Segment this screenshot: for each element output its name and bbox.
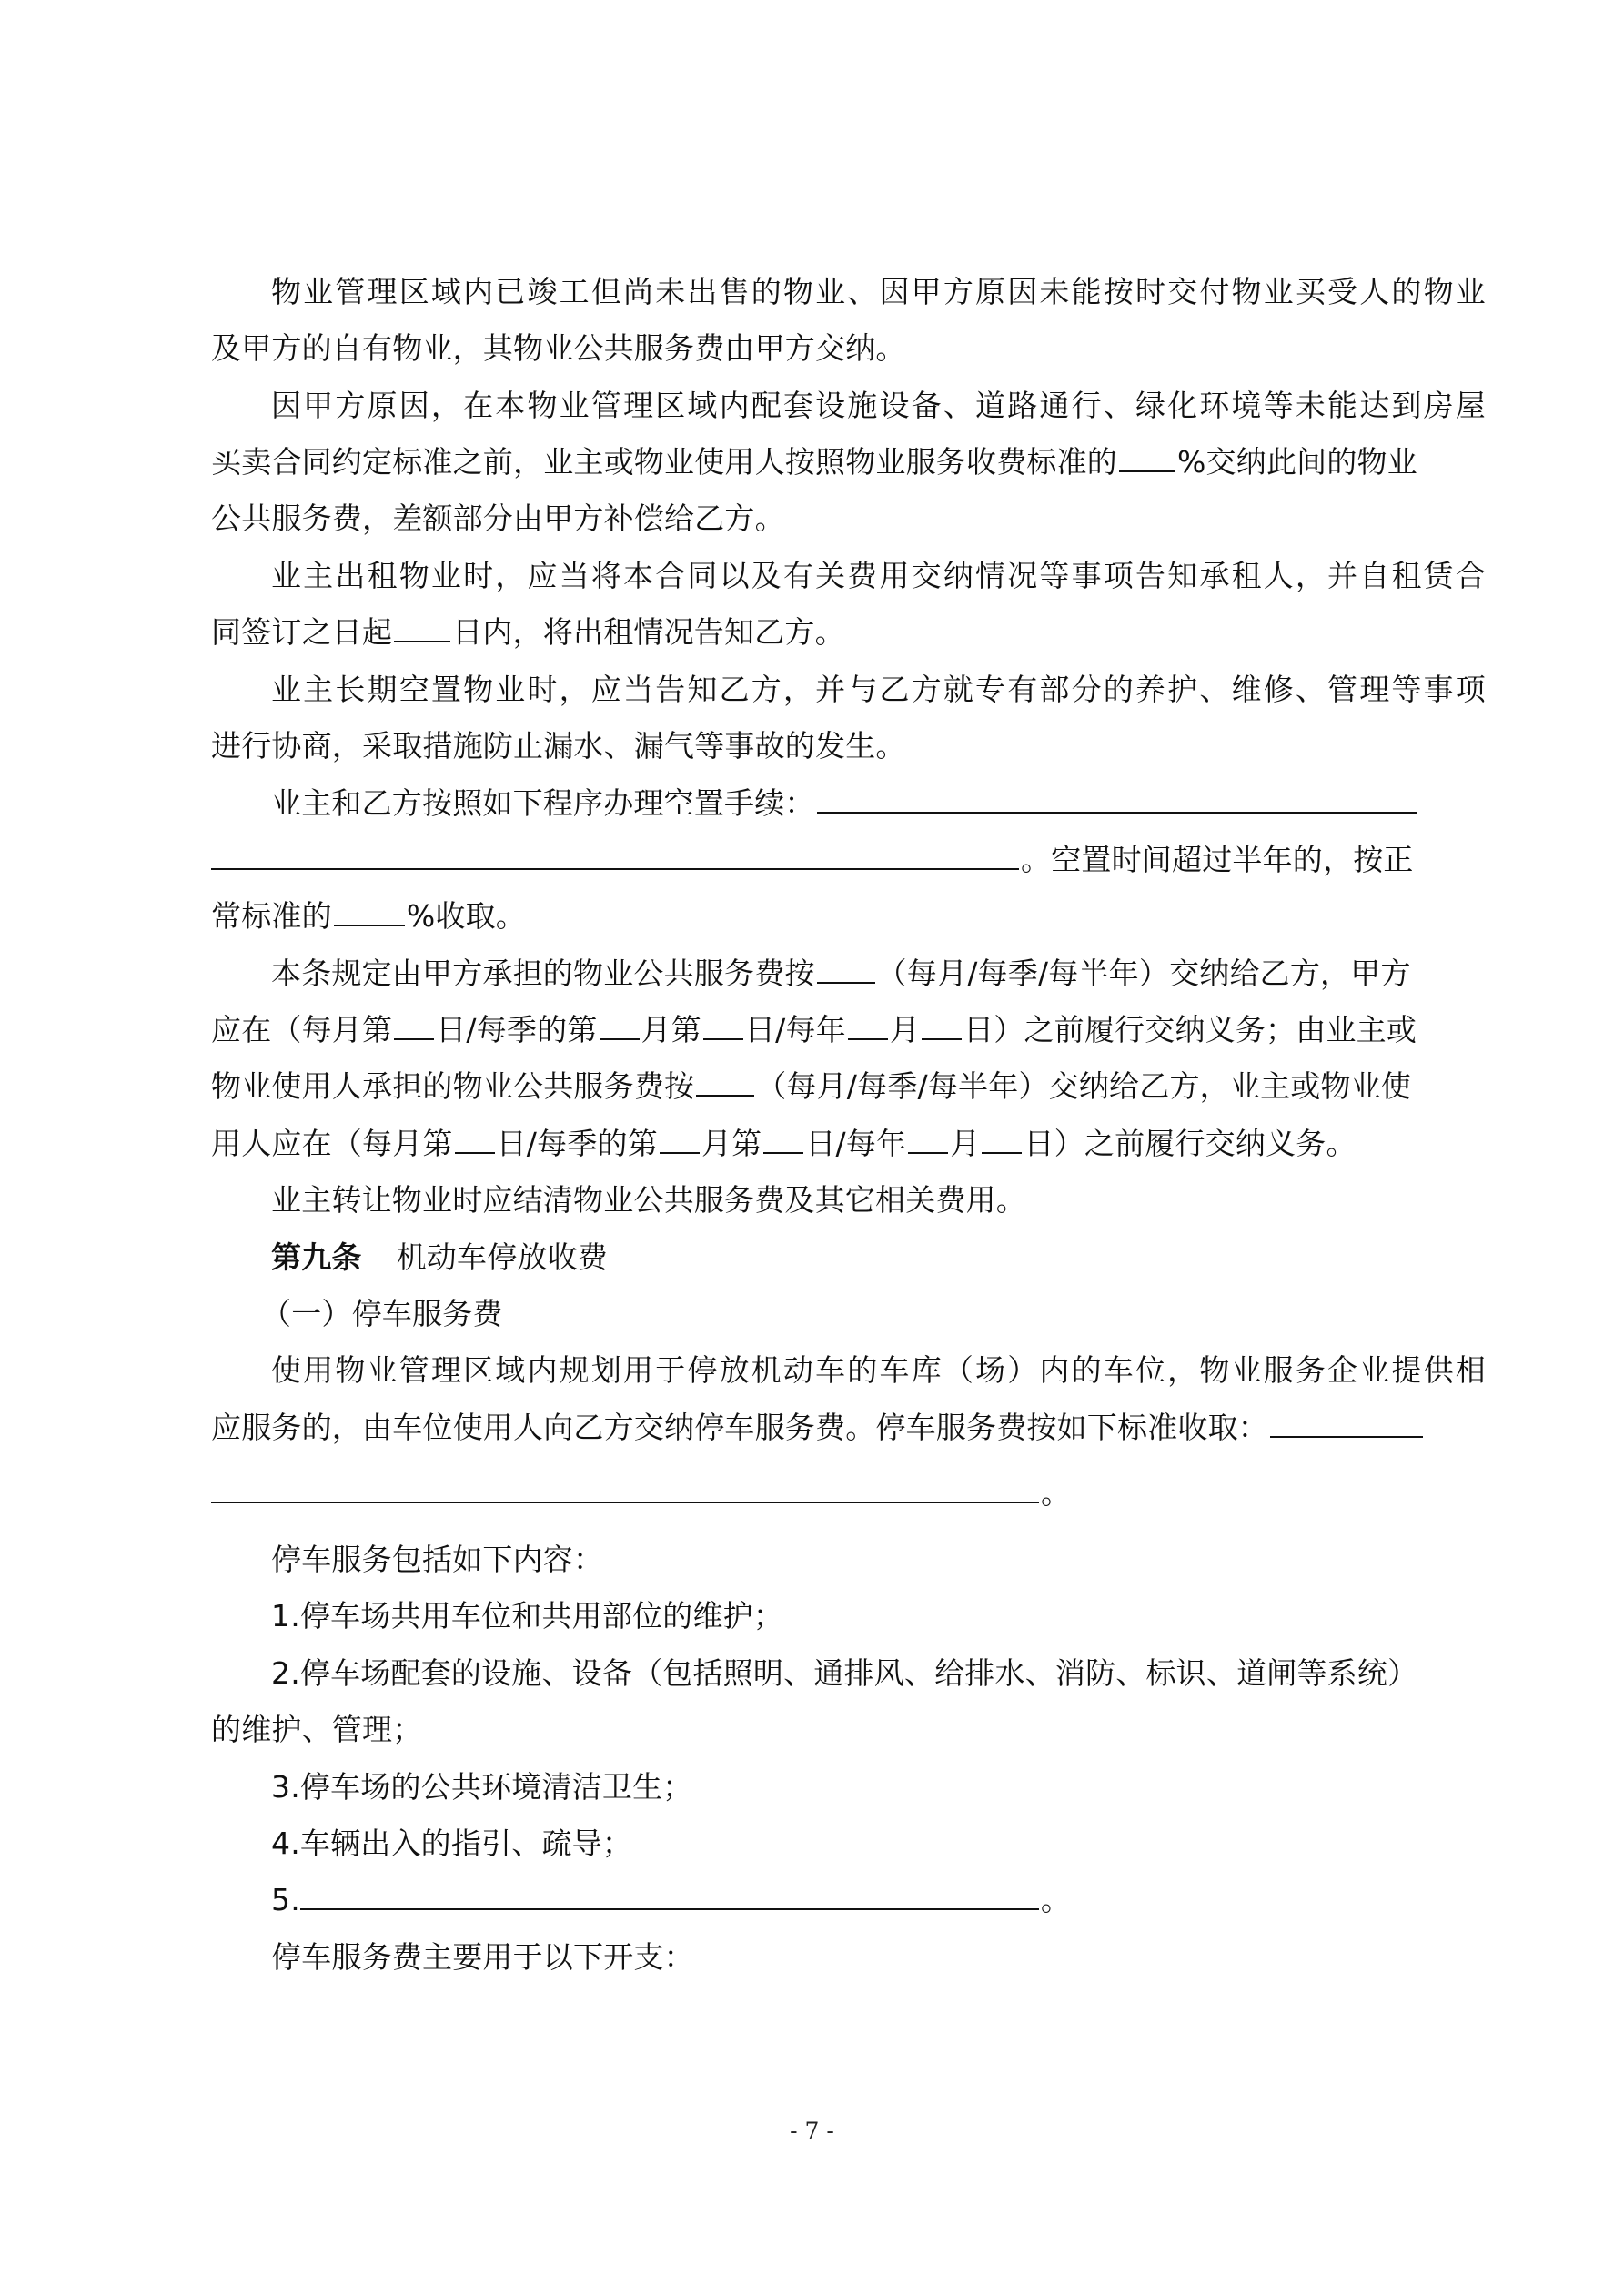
text-fragment: 应在（每月第 (211, 1012, 393, 1047)
text-fragment: 月 (889, 1012, 921, 1047)
fill-in-blank[interactable] (1119, 434, 1175, 472)
fill-in-blank[interactable] (211, 1465, 1039, 1503)
text-fragment: 本条规定由甲方承担的物业公共服务费按 (271, 956, 815, 991)
text-fragment: %收取。 (406, 898, 526, 934)
text-fragment: （每月/每季/每半年）交纳给乙方，甲方 (876, 956, 1411, 991)
paragraph-line: 因甲方原因，在本物业管理区域内配套设施设备、道路通行、绿化环境等未能达到房屋 (271, 388, 1486, 423)
text-fragment: 月第 (641, 1012, 701, 1047)
list-item: 1.停车场共用车位和共用部位的维护； (271, 1598, 784, 1633)
text-fragment: 月第 (701, 1126, 762, 1161)
text-fragment: 业主和乙方按照如下程序办理空置手续： (271, 785, 815, 821)
text-fragment: 应服务的，由车位使用人向乙方交纳停车服务费。停车服务费按如下标准收取： (211, 1410, 1268, 1445)
paragraph-line (211, 1116, 1426, 1172)
fill-in-blank[interactable] (696, 1058, 754, 1097)
list-item (211, 1872, 1486, 1928)
fill-in-blank[interactable] (922, 1002, 962, 1040)
text-fragment: 月 (950, 1126, 981, 1161)
text-fragment: 日/每季的第 (436, 1012, 598, 1047)
list-item: 的维护、管理； (211, 1712, 423, 1747)
paragraph-line: 物业管理区域内已竣工但尚未出售的物业、因甲方原因未能按时交付物业买受人的物业 (271, 274, 1486, 309)
fill-in-blank[interactable] (211, 832, 1019, 870)
fill-in-blank[interactable] (908, 1116, 948, 1154)
paragraph-line (211, 604, 1426, 661)
paragraph-line (211, 775, 1486, 832)
text-fragment: （每月/每季/每半年）交纳给乙方，业主或物业使 (756, 1068, 1412, 1104)
page-number: - 7 - (790, 2118, 834, 2144)
text-fragment: 日）之前履行交纳义务。 (1024, 1126, 1357, 1161)
fill-in-blank[interactable] (394, 1002, 434, 1040)
paragraph-line: 停车服务包括如下内容： (271, 1542, 604, 1577)
article-number: 第九条 (271, 1239, 362, 1275)
fill-in-blank[interactable] (394, 604, 450, 642)
paragraph-line: 停车服务费主要用于以下开支： (271, 1939, 694, 1975)
fill-in-blank[interactable] (600, 1002, 640, 1040)
text-fragment: %交纳此间的物业 (1177, 444, 1417, 480)
text-fragment: 常标准的 (211, 898, 332, 934)
fill-in-blank[interactable] (817, 946, 875, 984)
text-fragment: 5. (271, 1882, 300, 1917)
text-fragment: 。空置时间超过半年的，按正 (1021, 842, 1414, 877)
paragraph-line: 业主转让物业时应结清物业公共服务费及其它相关费用。 (271, 1182, 1026, 1218)
paragraph-line: 及甲方的自有物业，其物业公共服务费由甲方交纳。 (211, 330, 906, 366)
text-fragment: 日/每年 (805, 1126, 907, 1161)
paragraph-line: 业主出租物业时，应当将本合同以及有关费用交纳情况等事项告知承租人，并自租赁合 (271, 558, 1486, 593)
fill-in-blank[interactable] (334, 888, 405, 926)
list-item: 3.停车场的公共环境清洁卫生； (271, 1769, 693, 1805)
paragraph-line (211, 888, 1426, 945)
text-fragment: 用人应在（每月第 (211, 1126, 453, 1161)
paragraph-line (211, 1058, 1426, 1115)
fill-in-blank[interactable] (848, 1002, 888, 1040)
list-item: 2.停车场配套的设施、设备（包括照明、通排风、给排水、消防、标识、道闸等系统） (271, 1655, 1418, 1691)
text-fragment: 。 (1041, 1475, 1072, 1511)
paragraph-line (211, 1400, 1426, 1456)
paragraph-line (211, 1465, 1426, 1522)
article-heading (211, 1229, 1486, 1286)
fill-in-blank[interactable] (703, 1002, 743, 1040)
text-fragment: 日）之前履行交纳义务；由业主或 (963, 1012, 1417, 1047)
text-fragment: 日内，将出租情况告知乙方。 (452, 614, 845, 650)
list-item: 4.车辆出入的指引、疏导； (271, 1826, 633, 1861)
article-title: 机动车停放收费 (396, 1239, 609, 1275)
text-fragment: 日/每季的第 (496, 1126, 658, 1161)
fill-in-blank[interactable] (817, 775, 1417, 814)
paragraph-line: 进行协商，采取措施防止漏水、漏气等事故的发生。 (211, 728, 906, 764)
fill-in-blank[interactable] (455, 1116, 495, 1154)
fill-in-blank[interactable] (763, 1116, 803, 1154)
fill-in-blank[interactable] (1270, 1400, 1423, 1438)
text-fragment: 日/每年 (744, 1012, 846, 1047)
fill-in-blank[interactable] (300, 1872, 1039, 1910)
fill-in-blank[interactable] (660, 1116, 700, 1154)
paragraph-line (211, 832, 1426, 888)
text-fragment: 。 (1040, 1882, 1072, 1917)
paragraph-line (211, 946, 1486, 1002)
fill-in-blank[interactable] (982, 1116, 1022, 1154)
paragraph-line: 使用物业管理区域内规划用于停放机动车的车库（场）内的车位，物业服务企业提供相 (271, 1352, 1486, 1388)
section-heading: （一）停车服务费 (261, 1296, 503, 1331)
text-fragment: 物业使用人承担的物业公共服务费按 (211, 1068, 695, 1104)
paragraph-line: 公共服务费，差额部分由甲方补偿给乙方。 (211, 501, 785, 536)
paragraph-line (211, 434, 1426, 491)
text-fragment: 买卖合同约定标准之前，业主或物业使用人按照物业服务收费标准的 (211, 444, 1117, 480)
paragraph-line: 业主长期空置物业时，应当告知乙方，并与乙方就专有部分的养护、维修、管理等事项 (271, 672, 1486, 707)
paragraph-line (211, 1002, 1426, 1058)
text-fragment: 同签订之日起 (211, 614, 393, 650)
